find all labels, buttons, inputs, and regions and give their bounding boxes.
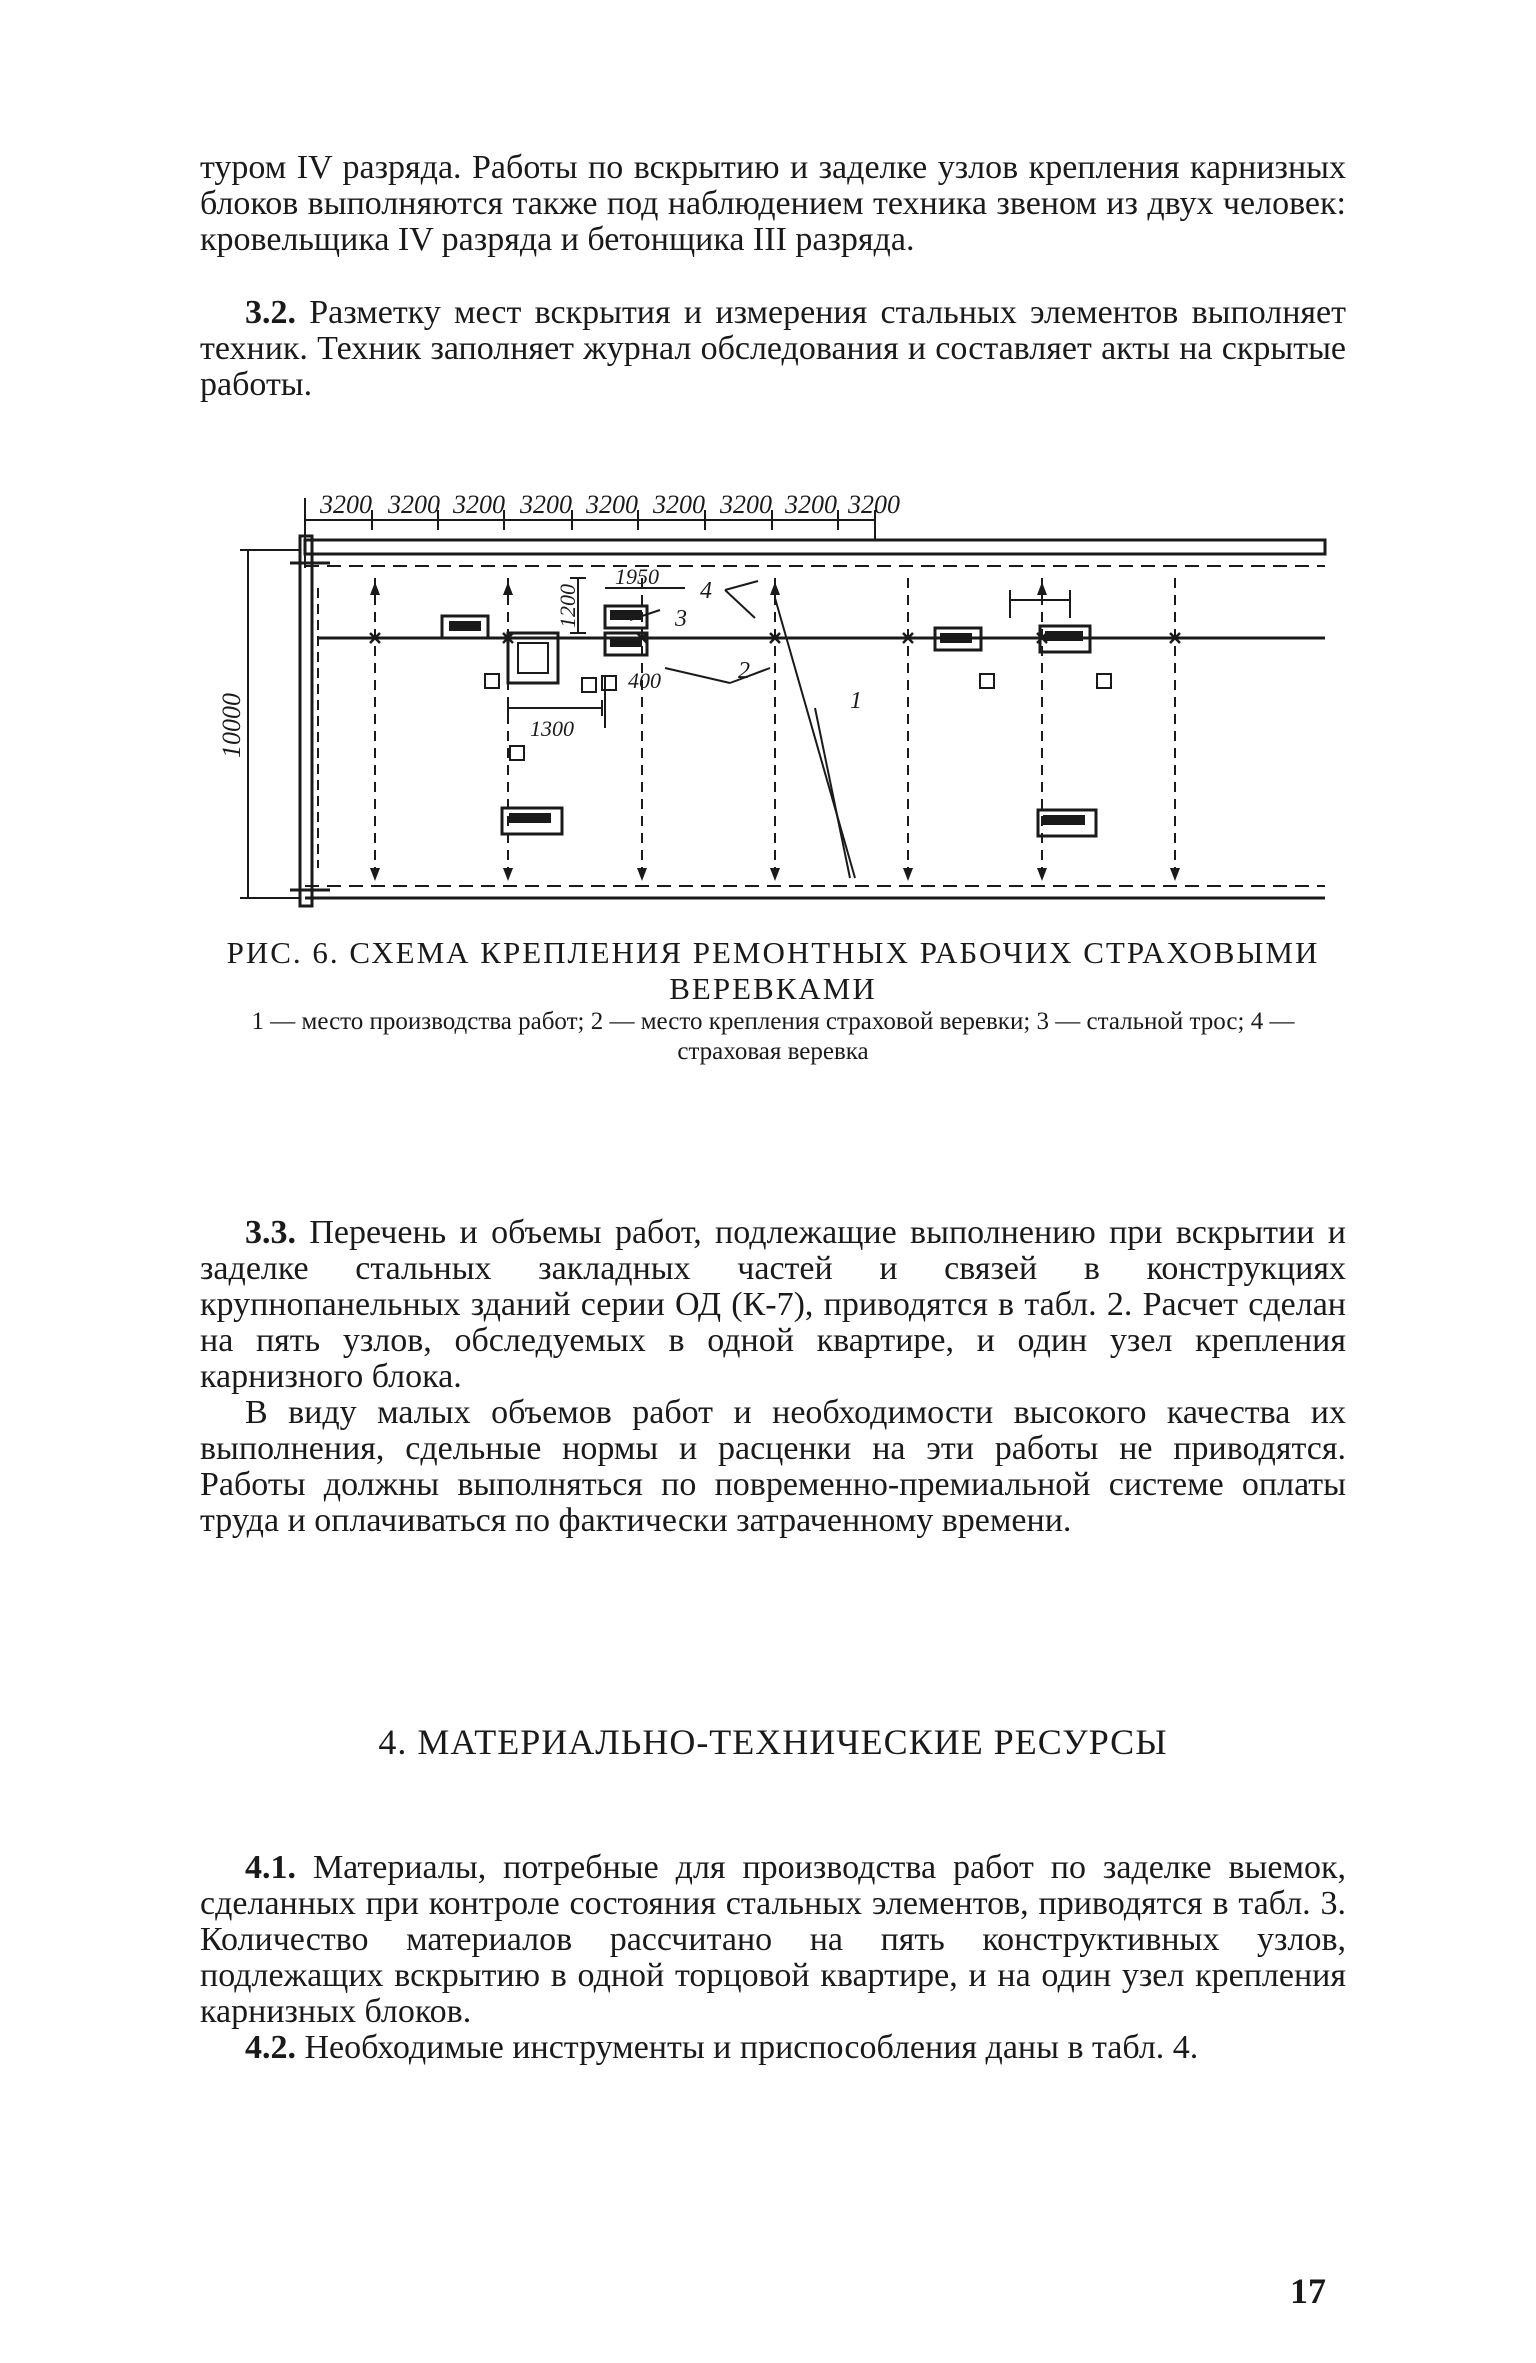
span-dimension: 3200	[586, 490, 638, 519]
callout-4: 4	[700, 578, 712, 604]
paragraph-text: Необходимые инструменты и приспособления даны в табл. 4.	[296, 2029, 1199, 2066]
span-dimension: 3200	[520, 490, 572, 519]
section-number: 4.2.	[245, 2029, 296, 2066]
span-dimension: 3200	[848, 490, 900, 519]
span-dimension: 3200	[388, 490, 440, 519]
paragraph-3-3	[200, 1215, 1346, 1395]
paragraph-4-1	[200, 1850, 1346, 2030]
dimension-1950: 1950	[615, 564, 659, 589]
section-number: 4.1.	[245, 1849, 296, 1886]
dimension-400: 400	[628, 668, 661, 693]
callout-2: 2	[738, 658, 750, 684]
span-dimension: 3200	[785, 490, 837, 519]
height-dimension: 10000	[217, 693, 246, 758]
dimension-1300: 1300	[530, 716, 574, 741]
callout-1: 1	[850, 688, 862, 714]
paragraph-view: В виду малых объемов работ и необходимости высокого качества их выполнения, сдельные нормы и расценки на эти работы не приводятся. Работы должны выполняться по повременно-премиальной системе оплаты труда и оплачиваться по фактически затраченному времени.	[200, 1394, 1346, 1539]
paragraph-3-2	[200, 295, 1346, 403]
page-number: 17	[1290, 2271, 1326, 2311]
span-dimension: 3200	[720, 490, 772, 519]
eaves-beam-top	[305, 540, 1325, 554]
end-post	[300, 536, 312, 906]
paragraph-4-2	[200, 2030, 1346, 2066]
opening-marker	[508, 633, 558, 683]
section-number: 3.3.	[245, 1214, 296, 1251]
span-dimension: 3200	[320, 490, 372, 519]
rope-fastening-diagram	[210, 478, 1330, 918]
span-dimension: 3200	[653, 490, 705, 519]
paragraph-text: Перечень и объемы работ, подлежащие выполнению при вскрытии и заделке стальных закладных частей и связей в конструкциях крупнопанельных зданий серии ОД (К-7), приводятся в табл. 2. Расчет сделан на пять узлов, обследуемых в одной квартире, и один узел крепления карнизного блока.	[200, 1214, 1346, 1395]
section-heading: 4. МАТЕРИАЛЬНО-ТЕХНИЧЕСКИЕ РЕСУРСЫ	[378, 1722, 1168, 1762]
figure-caption-title: РИС. 6. СХЕМА КРЕПЛЕНИЯ РЕМОНТНЫХ РАБОЧИХ СТРАХОВЫМИ ВЕРЕВКАМИ	[226, 935, 1320, 1006]
callout-3: 3	[675, 606, 687, 632]
section-number: 3.2.	[245, 294, 296, 331]
dimension-1200: 1200	[555, 584, 580, 628]
span-dimension: 3200	[453, 490, 505, 519]
figure-caption-legend: 1 — место производства работ; 2 — место крепления страховой веревки; 3 — стальной трос; 4 — страховая веревка	[251, 1008, 1295, 1065]
paragraph-text: Материалы, потребные для производства работ по заделке выемок, сделанных при контроле состояния стальных элементов, приводятся в табл. 3. Количество материалов рассчитано на пять конструктивных узлов, подлежащих вскрытию в одной торцовой квартире, и на один узел крепления карнизных блоков.	[200, 1849, 1346, 2030]
paragraph-continuation: туром IV разряда. Работы по вскрытию и заделке узлов крепления карнизных блоков выполняются также под наблюдением техника звеном из двух человек: кровельщика IV разряда и бетонщика III разряда.	[200, 149, 1346, 258]
paragraph-text: Разметку мест вскрытия и измерения стальных элементов выполняет техник. Техник заполняет журнал обследования и составляет акты на скрытые работы.	[200, 294, 1346, 403]
